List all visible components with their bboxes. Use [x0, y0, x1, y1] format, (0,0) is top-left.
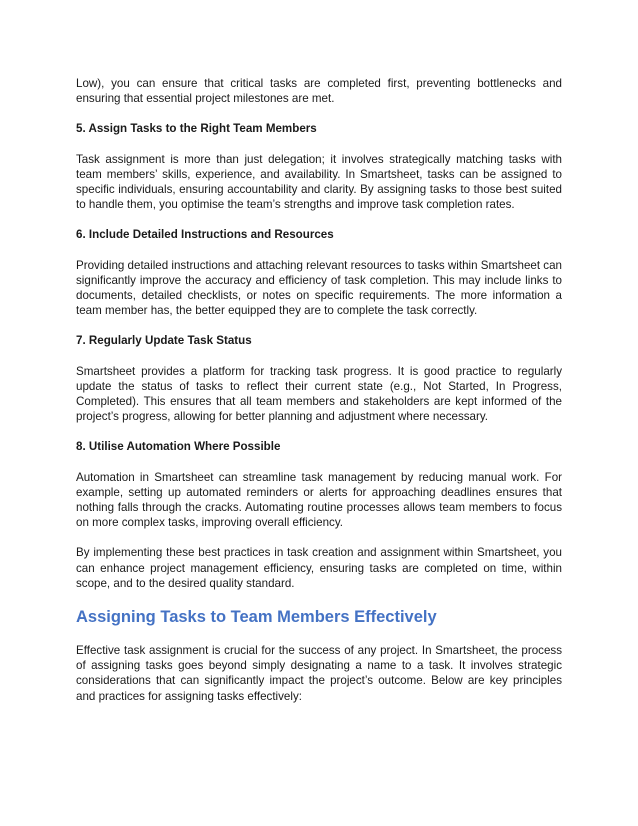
conclusion-paragraph: By implementing these best practices in task creation and assignment within Smartsheet, you can enhance project management efficiency, ensuring tasks are completed on time, within scope, and to the desired quality standard.	[76, 546, 562, 590]
section-8-title: 8. Utilise Automation Where Possible	[76, 440, 281, 454]
section-7-body: Smartsheet provides a platform for tracking task progress. It is good practice to regularly update the status of tasks to reflect their current state (e.g., Not Started, In Progress, Completed). This ensures that all team members and stakeholders are kept informed of the project’s progress, allowing for better planning and adjustment where necessary.	[76, 364, 562, 424]
section-6-title: 6. Include Detailed Instructions and Resources	[76, 228, 334, 242]
section-6-body: Providing detailed instructions and attaching relevant resources to tasks within Smartsheet can significantly improve the accuracy and efficiency of task completion. This may include links to documents, detailed checklists, or notes on specific requirements. The more information a team member has, the better equipped they are to complete the task correctly.	[76, 258, 562, 318]
intro-paragraph: Low), you can ensure that critical tasks are completed first, preventing bottlenecks and ensuring that essential project milestones are met.	[76, 77, 562, 106]
section-5-title: 5. Assign Tasks to the Right Team Members	[76, 122, 317, 136]
section-7-title: 7. Regularly Update Task Status	[76, 334, 252, 348]
section-5-body: Task assignment is more than just delegation; it involves strategically matching tasks with team members’ skills, experience, and availability. In Smartsheet, tasks can be assigned to specific individuals, ensuring accountability and clarity. By assigning tasks to those best suited to handle them, you optimise the team’s strengths and improve task completion rates.	[76, 152, 562, 212]
assigning-tasks-heading: Assigning Tasks to Team Members Effectively	[76, 608, 437, 627]
section-8-body: Automation in Smartsheet can streamline task management by reducing manual work. For example, setting up automated reminders or alerts for approaching deadlines ensures that nothing falls through the cracks. Automating routine processes allows team members to focus on more complex tasks, improving overall efficiency.	[76, 470, 562, 530]
assigning-tasks-body: Effective task assignment is crucial for the success of any project. In Smartsheet, the process of assigning tasks goes beyond simply designating a name to a task. It involves strategic considerations that can significantly impact the project’s outcome. Below are key principles and practices for assigning tasks effectively:	[76, 644, 562, 703]
